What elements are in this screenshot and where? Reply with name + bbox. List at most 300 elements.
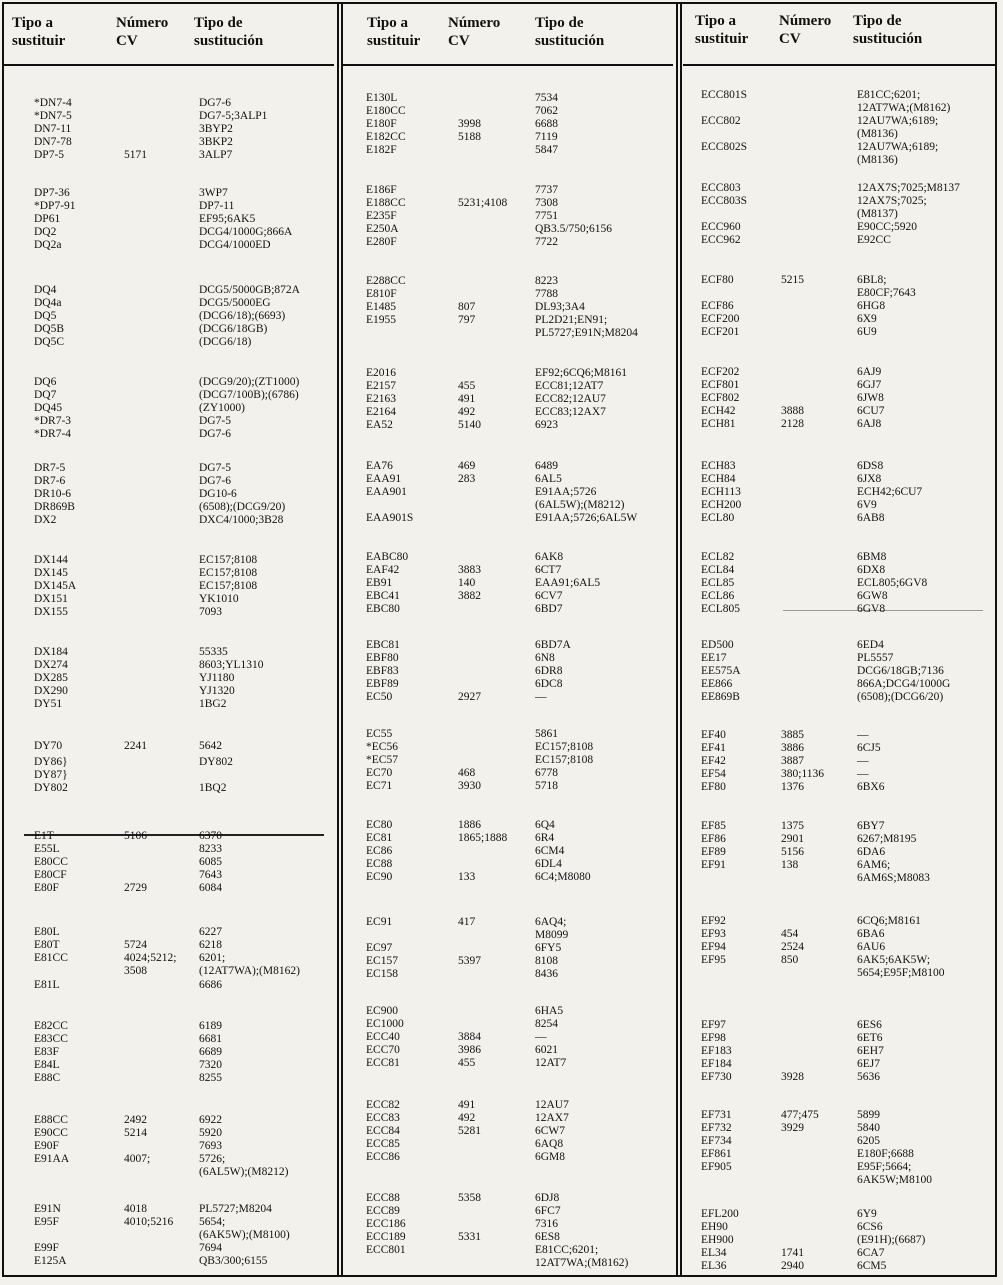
sustitucion-cell: — [857,755,869,767]
sustitucion-cell: 6Q4 [535,819,555,831]
table-row [683,1161,995,1174]
sustitucion-cell: 7737 [535,184,558,196]
table-row [4,979,334,992]
tipo-cell: E288CC [366,275,406,287]
tipo-cell: ECC802S [701,141,748,153]
sustitucion-cell: (6AL5W);(M8212) [199,1166,289,1178]
sustitucion-cell: 7062 [535,105,558,117]
tipo-cell: EF98 [701,1032,726,1044]
sustitucion-cell: DP7-11 [199,200,235,212]
tipo-cell: ECC801 [366,1244,406,1256]
table-row [343,1138,673,1151]
sustitucion-cell: 6HA5 [535,1005,564,1017]
tipo-cell: E90CC [34,1127,68,1139]
tipo-cell: ECC83 [366,1112,400,1124]
sustitucion-cell: E180F;6688 [857,1148,914,1160]
table-row [343,1244,673,1257]
numero-cell: 5231;4108 [458,197,508,209]
tipo-cell: ECC86 [366,1151,400,1163]
table-row [683,678,995,691]
table-row [343,92,673,105]
sustitucion-cell: PL5557 [857,652,894,664]
sustitucion-cell: 6AK5W;M8100 [857,1174,932,1186]
sustitucion-cell: E80CF;7643 [857,287,916,299]
table-row [343,968,673,981]
tipo-cell: E180CC [366,105,406,117]
sustitucion-cell: DG7-5 [199,462,231,474]
tipo-cell: ECC189 [366,1231,406,1243]
sustitucion-cell: (M8136) [857,154,898,166]
sustitucion-cell: DCG5/5000GB;872A [199,284,300,296]
sustitucion-cell: 6CV7 [535,590,563,602]
sustitucion-cell: 6CU7 [857,405,885,417]
sustitucion-cell: 6V9 [857,499,877,511]
table-row [343,832,673,845]
table-row [4,830,334,843]
tipo-cell: ECF802 [701,392,740,404]
sustitucion-cell: 12AT7 [535,1057,567,1069]
numero-cell: 5188 [458,131,481,143]
table-row [4,1033,334,1046]
sustitucion-cell: 12AX7S;7025; [857,195,927,207]
tipo-cell: E84L [34,1059,60,1071]
sustitucion-cell: (DCG6/18) [199,336,252,348]
tipo-cell: EF91 [701,859,726,871]
table-row [683,195,995,208]
tipo-cell: ECC70 [366,1044,400,1056]
sustitucion-cell: 6CM4 [535,845,565,857]
sustitucion-cell: 7320 [199,1059,222,1071]
tipo-cell: E2157 [366,380,397,392]
tipo-cell: E125A [34,1255,67,1267]
table-row [343,223,673,236]
table-row [4,672,334,685]
tipo-cell: DN7-78 [34,136,72,148]
table-row [683,577,995,590]
table-row [343,512,673,525]
header-numero: Número CV [116,15,169,49]
tipo-cell: ECL84 [701,564,735,576]
sustitucion-cell: 7722 [535,236,558,248]
numero-cell: 797 [458,314,476,326]
table-row [683,300,995,313]
tipo-cell: EBC80 [366,603,400,615]
tipo-cell: *EC56 [366,741,398,753]
tipo-cell: EBF83 [366,665,399,677]
sustitucion-cell: EC157;8108 [535,741,594,753]
table-row [4,856,334,869]
numero-cell: 3930 [458,780,481,792]
table-row [343,819,673,832]
sustitucion-cell: 6AJ9 [857,366,882,378]
tipo-cell: EF93 [701,928,726,940]
sustitucion-cell: 6DA6 [857,846,886,858]
table-row [683,1019,995,1032]
table-row [683,499,995,512]
sustitucion-cell: DCG6/18GB;7136 [857,665,944,677]
table-row [683,274,995,287]
sustitucion-cell: 6BD7A [535,639,571,651]
tipo-cell: DY51 [34,698,63,710]
tipo-cell: DX155 [34,606,68,618]
table-row [343,460,673,473]
sustitucion-cell: 6AQ4; [535,916,567,928]
tipo-cell: ECF86 [701,300,734,312]
numero-cell: 5215 [781,274,804,286]
sustitucion-cell: E81CC;6201; [535,1244,599,1256]
sustitucion-cell: 6923 [535,419,558,431]
sustitucion-cell: 6AQ8 [535,1138,564,1150]
sustitucion-cell: 8223 [535,275,558,287]
table-row [683,915,995,928]
sustitucion-cell: 5920 [199,1127,222,1139]
table-row [4,149,334,162]
table-row [343,1005,673,1018]
tipo-cell: DQ2 [34,226,57,238]
numero-cell: 3508 [124,965,147,977]
tipo-cell: EB91 [366,577,393,589]
sustitucion-cell: 6085 [199,856,222,868]
table-row [683,967,995,980]
tipo-cell: ECC84 [366,1125,400,1137]
sustitucion-cell: 866A;DCG4/1000G [857,678,951,690]
numero-cell: 2940 [781,1260,804,1272]
tipo-cell: *DR7-3 [34,415,72,427]
tipo-cell: EBC81 [366,639,400,651]
numero-cell: 2729 [124,882,147,894]
tipo-cell: E1485 [366,301,397,313]
table-row [683,639,995,652]
sustitucion-cell: — [535,1031,547,1043]
table-row [4,567,334,580]
table-row [343,393,673,406]
sustitucion-cell: DG10-6 [199,488,237,500]
tipo-cell: ECH83 [701,460,736,472]
tipo-cell: ECL805 [701,603,740,615]
table-row [4,769,334,782]
table-row [4,1059,334,1072]
tipo-cell: EF905 [701,1161,732,1173]
table-row [343,871,673,884]
table-row [683,652,995,665]
tipo-cell: ECH200 [701,499,742,511]
tipo-cell: ECH113 [701,486,741,498]
numero-cell: 5724 [124,939,147,951]
table-row [343,1057,673,1070]
tipo-cell: EF95 [701,954,726,966]
table-row [4,1020,334,1033]
tipo-cell: EF89 [701,846,726,858]
table-row [683,128,995,141]
numero-cell: 5106 [124,830,147,842]
sustitucion-cell: E95F;5664; [857,1161,912,1173]
numero-cell: 5358 [458,1192,481,1204]
table-row [343,1112,673,1125]
table-row [4,1046,334,1059]
numero-cell: 1886 [458,819,481,831]
tipo-cell: ECC85 [366,1138,400,1150]
sustitucion-cell: 12AT7WA;(M8162) [535,1257,629,1269]
sustitucion-cell: ECC81;12AT7 [535,380,604,392]
numero-cell: 5156 [781,846,804,858]
table-row [343,301,673,314]
sustitucion-cell: DG7-6 [199,475,231,487]
table-row [4,869,334,882]
tipo-cell: ECC803 [701,182,741,194]
sustitucion-cell: — [857,729,869,741]
tipo-cell: EC71 [366,780,393,792]
tipo-cell: EAA901 [366,486,407,498]
sustitucion-cell: 5718 [535,780,558,792]
sustitucion-cell: 12AX7S;7025;M8137 [857,182,960,194]
tipo-cell: *EC57 [366,754,398,766]
tipo-cell: EBF80 [366,652,399,664]
sustitucion-cell: 5840 [857,1122,880,1134]
tipo-cell: DQ45 [34,402,63,414]
table-row [4,336,334,349]
table-row [343,288,673,301]
table-row [343,406,673,419]
sustitucion-cell: — [535,691,547,703]
numero-cell: 1865;1888 [458,832,508,844]
table-row [683,326,995,339]
tipo-cell: DY87} [34,769,68,781]
header-sustitucion: Tipo de sustitución [194,15,264,49]
table-row [683,1045,995,1058]
numero-cell: 5281 [458,1125,481,1137]
sustitucion-cell: 6EJ7 [857,1058,880,1070]
table-row [683,366,995,379]
sustitucion-cell: 6X9 [857,313,877,325]
tipo-cell: EC97 [366,942,393,954]
table-row [4,501,334,514]
table-row [343,916,673,929]
table-row [683,473,995,486]
tipo-cell: DX145 [34,567,68,579]
tipo-cell: E188CC [366,197,406,209]
tipo-cell: DX144 [34,554,68,566]
sustitucion-cell: 6AL5 [535,473,562,485]
sustitucion-cell: EC157;8108 [199,580,258,592]
tipo-cell: ECF201 [701,326,740,338]
table-row [683,603,995,616]
tipo-cell: DQ6 [34,376,57,388]
table-row [683,1071,995,1084]
sustitucion-cell: 6GV8 [857,603,886,615]
table-row [683,460,995,473]
tipo-cell: E99F [34,1242,59,1254]
tipo-cell: E80CF [34,869,67,881]
sustitucion-cell: M8099 [535,929,569,941]
table-row [343,1018,673,1031]
table-row [4,213,334,226]
sustitucion-cell: 6688 [535,118,558,130]
tipo-cell: DY802 [34,782,68,794]
sustitucion-cell: 7694 [199,1242,222,1254]
sustitucion-cell: 3WP7 [199,187,228,199]
sustitucion-cell: 6EH7 [857,1045,884,1057]
sustitucion-cell: 6JX8 [857,473,882,485]
table-row [4,310,334,323]
table-row [343,1099,673,1112]
header-tipo: Tipo a sustituir [12,15,66,49]
table-row [683,1148,995,1161]
tipo-cell: EC157 [366,955,398,967]
tipo-cell: E81CC [34,952,68,964]
table-row [343,767,673,780]
table-row [343,184,673,197]
table-row [683,208,995,221]
numero-cell: 417 [458,916,476,928]
table-row [4,1242,334,1255]
tipo-cell: E810F [366,288,397,300]
numero-cell: 455 [458,380,476,392]
table-row [683,564,995,577]
tipo-cell: ECF80 [701,274,734,286]
table-row [4,402,334,415]
sustitucion-cell: (6508);(DCG6/20) [857,691,944,703]
tipo-cell: ECC801S [701,89,748,101]
tipo-cell: E88C [34,1072,61,1084]
table-row [683,418,995,431]
tipo-cell: DP7-5 [34,149,65,161]
tipo-cell: DP61 [34,213,61,225]
sustitucion-cell: ECC83;12AX7 [535,406,606,418]
sustitucion-cell: 6922 [199,1114,222,1126]
table-row [683,379,995,392]
tipo-cell: EH90 [701,1221,728,1233]
table-row [683,1032,995,1045]
tipo-cell: EF183 [701,1045,732,1057]
tipo-cell: EF861 [701,1148,732,1160]
table-row [683,154,995,167]
tipo-cell: EC70 [366,767,393,779]
numero-cell: 2927 [458,691,481,703]
numero-cell: 5397 [458,955,481,967]
table-row [683,486,995,499]
tipo-cell: EC90 [366,871,393,883]
table-row [343,845,673,858]
sustitucion-cell: 8255 [199,1072,222,1084]
table-row [343,754,673,767]
table-row [683,742,995,755]
tipo-cell: EA76 [366,460,393,472]
table-row [683,846,995,859]
sustitucion-cell: ECL805;6GV8 [857,577,928,589]
table-row [343,105,673,118]
table-row [343,197,673,210]
sustitucion-cell: (6AK5W);(M8100) [199,1229,290,1241]
table-row [343,678,673,691]
table-row [343,118,673,131]
sustitucion-cell: DG7-6 [199,428,231,440]
table-row [683,1058,995,1071]
numero-cell: 5171 [124,149,147,161]
tipo-cell: DQ2a [34,239,62,251]
sustitucion-cell: PL2D21;EN91; [535,314,608,326]
tipo-cell: EBC41 [366,590,400,602]
sustitucion-cell: 8108 [535,955,558,967]
sustitucion-cell: 6FY5 [535,942,562,954]
table-row [343,210,673,223]
sustitucion-cell: (DCG7/100B);(6786) [199,389,299,401]
table-row [4,593,334,606]
sustitucion-cell: EC157;8108 [199,554,258,566]
tipo-cell: EC1000 [366,1018,404,1030]
table-row [683,872,995,885]
table-row [4,782,334,795]
sustitucion-cell: 6267;M8195 [857,833,917,845]
sustitucion-cell: E91AA;5726 [535,486,597,498]
table-row [683,115,995,128]
numero-cell: 2128 [781,418,804,430]
table-row [683,833,995,846]
sustitucion-cell: DCG4/1000G;866A [199,226,293,238]
numero-cell: 807 [458,301,476,313]
tipo-cell: *DR7-4 [34,428,72,440]
sustitucion-cell: (DCG6/18);(6693) [199,310,286,322]
tipo-cell: ECC88 [366,1192,400,1204]
sustitucion-cell: 1BG2 [199,698,227,710]
sustitucion-cell: DG7-5;3ALP1 [199,110,268,122]
tipo-cell: EFL200 [701,1208,739,1220]
tipo-cell: E80F [34,882,59,894]
table-row [683,859,995,872]
sustitucion-cell: EF92;6CQ6;M8161 [535,367,628,379]
numero-cell: 4007; [124,1153,151,1165]
table-row [683,1247,995,1260]
numero-cell: 380;1136 [781,768,825,780]
tipo-cell: ECL80 [701,512,735,524]
sustitucion-cell: 6N8 [535,652,555,664]
tipo-cell: ECL86 [701,590,735,602]
tipo-cell: DQ4a [34,297,62,309]
table-row [4,646,334,659]
tipo-cell: EF80 [701,781,726,793]
table-row [683,768,995,781]
tipo-cell: DQ5B [34,323,65,335]
tipo-cell: EC900 [366,1005,398,1017]
sustitucion-cell: YK1010 [199,593,239,605]
table-row [4,389,334,402]
numero-cell: 283 [458,473,476,485]
tipo-cell: EC80 [366,819,393,831]
sustitucion-cell: 6AJ8 [857,418,882,430]
table-row [4,1140,334,1153]
tipo-cell: DR10-6 [34,488,72,500]
numero-cell: 491 [458,1099,476,1111]
table-row [4,1072,334,1085]
table-row [4,187,334,200]
sustitucion-cell: DL93;3A4 [535,301,585,313]
sustitucion-cell: QB3/300;6155 [199,1255,268,1267]
sustitucion-cell: (DCG6/18GB) [199,323,268,335]
sustitucion-cell: E92CC [857,234,891,246]
table-row [4,226,334,239]
sustitucion-cell: 6201; [199,952,226,964]
tipo-cell: EA52 [366,419,393,431]
sustitucion-cell: 6CT7 [535,564,562,576]
sustitucion-cell: 6489 [535,460,558,472]
tipo-cell: EF54 [701,768,726,780]
table-row [343,499,673,512]
sustitucion-cell: 6DC8 [535,678,563,690]
sustitucion-cell: 6BD7 [535,603,563,615]
sustitucion-cell: DY802 [199,756,233,768]
tipo-cell: ECC81 [366,1057,400,1069]
table-row [343,728,673,741]
sustitucion-cell: 6205 [857,1135,880,1147]
